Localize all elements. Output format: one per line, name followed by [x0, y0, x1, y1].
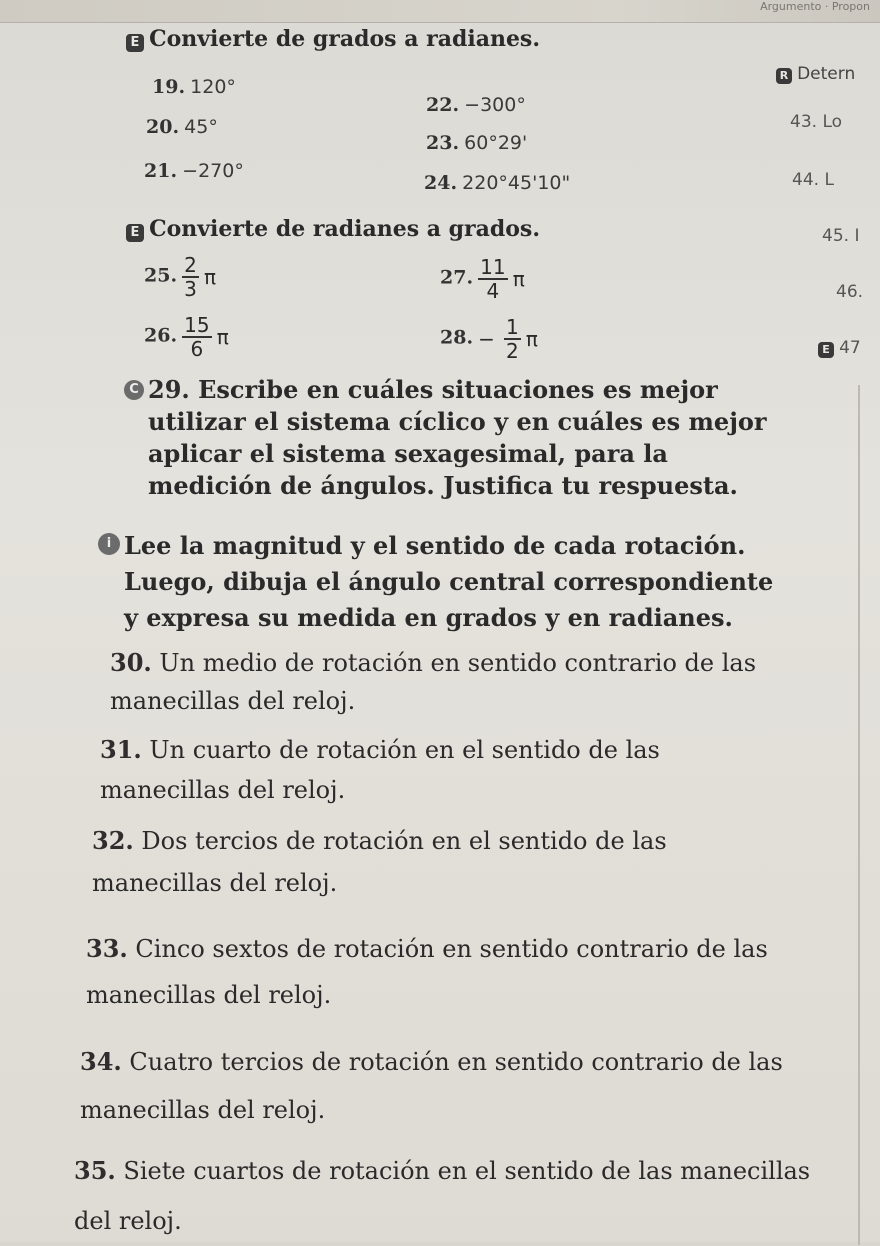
exercise-number: 30.: [110, 648, 152, 677]
exercise-33: [86, 926, 786, 1018]
denominator: 4: [486, 279, 500, 303]
right-column-heading: [776, 64, 855, 84]
exercise-number: 23.: [426, 132, 460, 154]
exercise-number: 34.: [80, 1047, 122, 1076]
numerator: 11: [480, 255, 506, 279]
exercise-text: Un cuarto de rotación en el sentido de las manecillas del reloj.: [100, 736, 660, 804]
pi-symbol: π: [512, 267, 525, 291]
exercise-22: [426, 94, 526, 116]
exercise-24: [424, 172, 570, 194]
exercise-number: 28.: [440, 326, 474, 349]
fraction: [478, 256, 507, 302]
exercise-number: 35.: [74, 1156, 116, 1185]
exercise-value: 60°29': [464, 132, 528, 154]
exercise-20: [146, 116, 218, 138]
right-item-45: 45. I: [822, 226, 860, 246]
exercise-number: 27.: [440, 266, 474, 289]
exercise-value: 45°: [184, 116, 218, 138]
exercise-number: 24.: [424, 172, 458, 194]
pi-symbol: π: [203, 265, 217, 289]
exercise-text: Siete cuartos de rotación en el sentido de las manecillas del reloj.: [74, 1157, 811, 1235]
exercise-text: Cinco sextos de rotación en sentido contrario de las manecillas del reloj.: [86, 935, 768, 1009]
section-badge: E: [818, 342, 834, 358]
exercise-21: [144, 160, 244, 182]
fraction: [182, 254, 199, 300]
right-column-title: Detern: [797, 64, 856, 84]
section-degrees-to-radians: [126, 26, 540, 52]
column-divider: [858, 385, 860, 1245]
exercise-number: 25.: [144, 264, 178, 287]
section-heading: Convierte de radianes a grados.: [149, 216, 540, 242]
exercise-number: 33.: [86, 934, 128, 963]
right-item-43: 43. Lo: [790, 112, 843, 132]
pi-symbol: π: [216, 325, 229, 349]
fraction: [182, 314, 211, 360]
numerator: 15: [184, 313, 210, 337]
denominator: 6: [190, 337, 204, 361]
section-radians-to-degrees: [126, 216, 540, 242]
exercise-34: [80, 1038, 800, 1134]
section-3-instruction: Lee la magnitud y el sentido de cada rotación. Luego, dibuja el ángulo central correspondiente y expresa su medida en grados y en radianes.: [124, 531, 774, 632]
exercise-29-badge-wrap: [124, 378, 144, 400]
denominator: 2: [506, 339, 519, 363]
exercise-32: [92, 820, 772, 904]
exercise-text: Un medio de rotación en sentido contrario de las manecillas del reloj.: [110, 649, 757, 715]
exercise-text: Dos tercios de rotación en el sentido de las manecillas del reloj.: [92, 827, 667, 897]
exercise-25: [144, 254, 216, 300]
denominator: 3: [184, 277, 197, 301]
right-item-46: 46.: [836, 282, 864, 302]
pi-symbol: π: [525, 327, 538, 351]
numerator: 2: [184, 253, 197, 277]
exercise-26: [144, 314, 229, 360]
exercise-number: 21.: [144, 160, 178, 182]
exercise-text: Escribe en cuáles situaciones es mejor utilizar el sistema cíclico y en cuáles es mejor aplicar el sistema sexagesimal, para la medición de ángulos. Justifica tu respuesta.: [148, 375, 767, 500]
section-3-badge-wrap: [98, 532, 120, 555]
exercise-23: [426, 132, 527, 154]
minus-sign: −: [478, 327, 495, 351]
section-badge: E: [126, 34, 144, 52]
exercise-19: [152, 76, 236, 98]
exercise-number: 29.: [148, 375, 190, 404]
category-badge: i: [98, 533, 120, 555]
exercise-35: [74, 1146, 814, 1246]
exercise-value: −270°: [182, 160, 244, 182]
numerator: 1: [506, 315, 519, 339]
exercise-30: [110, 644, 760, 720]
top-strip: [0, 0, 880, 23]
fraction: [504, 316, 521, 362]
exercise-value: 220°45'10": [462, 172, 571, 194]
exercise-value: 120°: [190, 76, 236, 98]
exercise-number: 19.: [152, 76, 186, 98]
top-strip-text: Argumento · Propon: [760, 0, 870, 13]
category-badge: C: [124, 380, 144, 400]
exercise-number: 20.: [146, 116, 180, 138]
section-badge: E: [126, 224, 144, 242]
exercise-value: −300°: [464, 94, 526, 116]
right-item-47: [818, 338, 861, 358]
exercise-27: [440, 256, 525, 302]
exercise-number: 26.: [144, 324, 178, 347]
exercise-31: [100, 730, 740, 810]
exercise-number: 32.: [92, 826, 134, 855]
section-heading: Convierte de grados a radianes.: [149, 26, 540, 52]
exercise-number: 22.: [426, 94, 460, 116]
exercise-number: 31.: [100, 735, 142, 764]
right-item-44: 44. L: [792, 170, 834, 190]
exercise-29: [148, 374, 772, 502]
right-item-number: 47: [839, 338, 861, 358]
exercise-text: Cuatro tercios de rotación en sentido contrario de las manecillas del reloj.: [80, 1048, 783, 1124]
section-badge: R: [776, 68, 792, 84]
exercise-28: [440, 316, 538, 362]
